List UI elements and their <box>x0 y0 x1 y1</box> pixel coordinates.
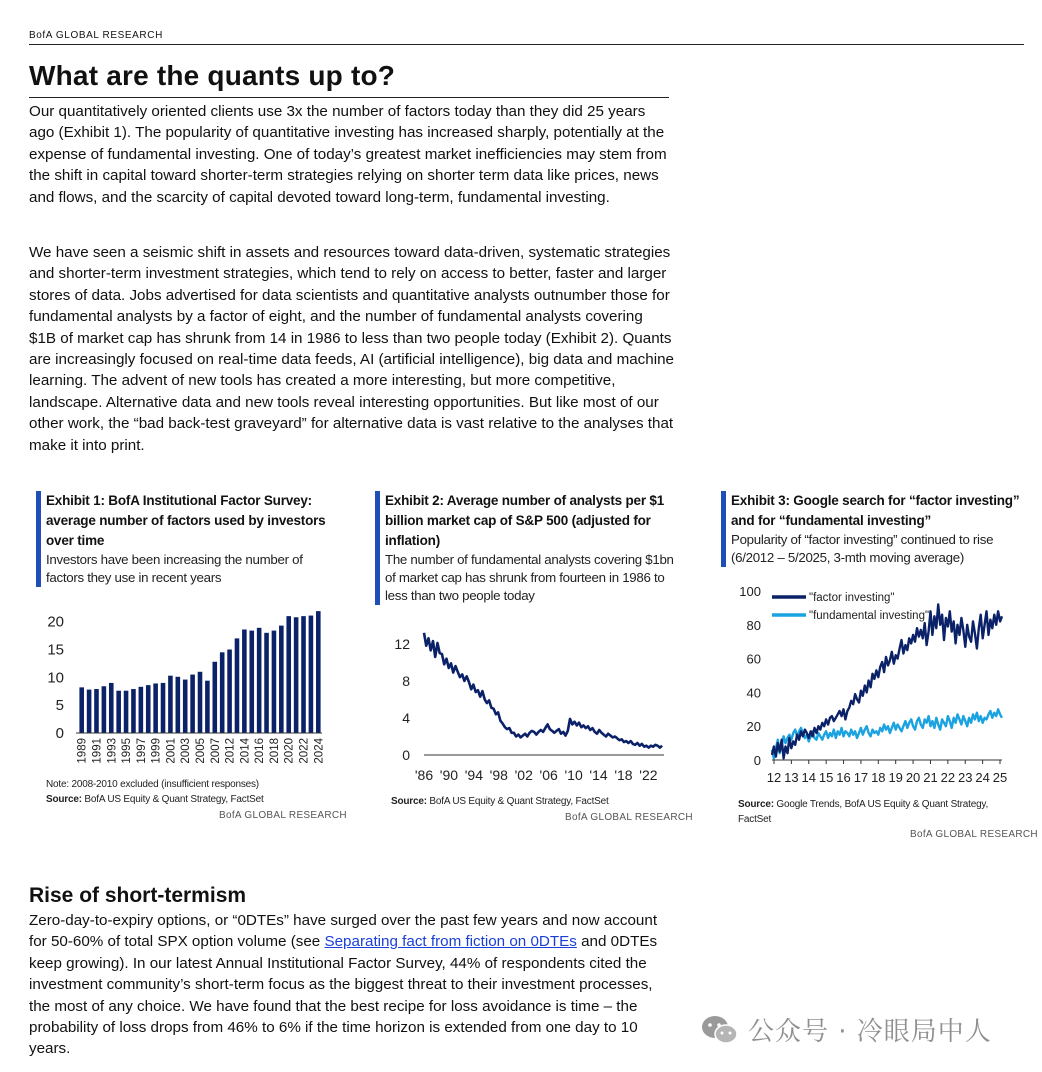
bar <box>279 626 284 733</box>
exhibit-1-bar-chart <box>36 600 336 780</box>
bar <box>294 617 299 733</box>
x-tick-label: 21 <box>923 770 938 785</box>
bar <box>87 690 92 733</box>
exhibit-1-source-label: Source: <box>46 794 82 805</box>
bar <box>109 683 114 733</box>
x-tick-label: 1991 <box>91 738 104 764</box>
y-tick-label: 8 <box>402 672 410 689</box>
x-tick-label: 14 <box>801 770 817 785</box>
bar <box>198 672 203 733</box>
exhibit-3-subtitle: Popularity of “factor investing” continued to rise (6/2012 – 5/2025, 3-mth moving average) <box>731 532 994 565</box>
exhibit-3-source <box>738 797 1018 827</box>
paragraph-3 <box>29 910 674 1060</box>
exhibit-2-line-chart <box>380 625 680 790</box>
x-tick-label: 25 <box>992 770 1008 785</box>
factor-investing-line <box>772 605 1002 759</box>
x-tick-label: 2005 <box>195 738 207 764</box>
wechat-icon <box>700 1014 738 1046</box>
bar <box>227 650 232 733</box>
x-tick-label: 2020 <box>283 738 296 764</box>
bar <box>79 687 84 733</box>
exhibit-2-brand: BofA GLOBAL RESEARCH <box>565 812 693 823</box>
x-tick-label: 12 <box>766 770 782 785</box>
paragraph-3-text-end: and 0DTEs keep growing). In our latest Annual Institutional Factor Survey, 44% of respondents cited the investment community’s short-term focus as the biggest threat to their investment processes, the most of any choice. We have found that the best recipe for loss avoidance is time – the probability of loss drops from 46% to 6% if the time horizon is extended from one day to 10 years. <box>29 933 658 1058</box>
bar <box>124 691 129 733</box>
x-tick-label: 1989 <box>76 738 89 764</box>
x-tick-label: 2007 <box>209 738 222 764</box>
bar <box>205 681 210 733</box>
exhibit-2-source-label: Source: <box>391 796 427 807</box>
bar <box>168 676 173 733</box>
watermark-text: 公众号 · 冷眼局中人 <box>748 1017 992 1047</box>
exhibit-2-title: Exhibit 2: Average number of analysts per $1 billion market cap of S&P 500 (adjusted for inflation) <box>385 493 665 548</box>
bar <box>102 686 107 733</box>
y-tick-label: 100 <box>739 584 761 599</box>
bar <box>94 689 99 733</box>
exhibit-1-header <box>36 491 336 587</box>
x-tick-label: 1999 <box>150 738 163 764</box>
bar <box>139 687 144 733</box>
y-tick-label: 4 <box>402 709 410 726</box>
x-tick-label: 16 <box>836 770 851 785</box>
exhibit-1-note: Note: 2008-2010 excluded (insufficient responses) <box>46 779 259 790</box>
x-tick-label: 20 <box>905 770 921 785</box>
bar <box>190 675 195 733</box>
exhibit-3-line-chart <box>730 582 1030 787</box>
bar <box>264 633 269 733</box>
bar <box>249 631 254 733</box>
bar <box>235 638 240 733</box>
x-tick-label: 1993 <box>106 738 119 764</box>
section-2-title: Rise of short-termism <box>29 884 247 907</box>
y-tick-label: 10 <box>47 669 64 687</box>
y-tick-label: 0 <box>55 725 64 742</box>
series-line <box>424 633 662 748</box>
bar <box>257 628 262 733</box>
paragraph-1: Our quantitatively oriented clients use 3x the number of factors today than they did 25 years ago (Exhibit 1). The popularity of quantitative investing has increased sharply, potentially at the expense of fundamental investing. One of today’s greatest market inefficiencies may stem from the shift in capital toward shorter-term strategies relying on shorter term data like prices, news and flows, and the scarcity of capital devoted toward long-term, fundamental investing. <box>29 103 667 206</box>
bar <box>161 683 166 733</box>
x-tick-label: '22 <box>639 767 658 783</box>
bar <box>183 680 188 733</box>
bar <box>176 677 181 733</box>
y-tick-label: 80 <box>746 617 761 633</box>
y-tick-label: 0 <box>402 747 410 763</box>
bar <box>316 611 321 733</box>
y-tick-label: 60 <box>746 651 761 667</box>
x-tick-label: '90 <box>439 767 459 783</box>
wechat-watermark <box>700 1011 992 1048</box>
bar <box>116 691 121 733</box>
x-tick-label: '94 <box>464 767 483 783</box>
exhibit-3-brand: BofA GLOBAL RESEARCH <box>910 829 1038 840</box>
x-tick-label: '18 <box>614 767 633 783</box>
x-tick-label: '14 <box>589 767 608 783</box>
0dte-report-link[interactable]: Separating fact from fiction on 0DTEs <box>324 933 577 951</box>
x-tick-label: 2018 <box>268 738 281 764</box>
brand-header-label: BofA GLOBAL RESEARCH <box>29 30 163 41</box>
exhibit-2-header <box>375 491 675 605</box>
x-tick-label: 2014 <box>239 738 252 764</box>
x-tick-label: 2012 <box>224 738 237 764</box>
exhibit-2-source <box>391 796 609 807</box>
x-tick-label: 2024 <box>313 738 326 764</box>
x-tick-label: '98 <box>489 767 508 783</box>
x-tick-label: 2016 <box>254 738 267 764</box>
x-tick-label: 23 <box>957 770 973 785</box>
x-tick-label: 1997 <box>135 738 148 764</box>
y-tick-label: 0 <box>753 753 761 768</box>
x-tick-label: 2001 <box>165 738 178 764</box>
x-tick-label: '10 <box>564 767 583 783</box>
exhibit-2-subtitle: The number of fundamental analysts covering $1bn of market cap has shrunk from fourteen in 1986 to less than two people today <box>385 552 674 603</box>
bar <box>212 662 217 733</box>
bar <box>131 689 136 733</box>
x-tick-label: 13 <box>784 770 799 785</box>
legend-label: "factor investing" <box>809 592 895 604</box>
bar <box>242 629 247 733</box>
x-tick-label: 24 <box>975 770 990 785</box>
x-tick-label: '06 <box>539 767 558 783</box>
x-tick-label: 2022 <box>298 738 311 764</box>
bar <box>309 616 314 733</box>
x-tick-label: '86 <box>414 767 434 783</box>
legend-label: "fundamental investing" <box>809 610 930 622</box>
exhibit-1-source-text: BofA US Equity & Quant Strategy, FactSet <box>81 794 264 805</box>
x-tick-label: '02 <box>514 767 533 783</box>
x-tick-label: 17 <box>853 770 869 785</box>
paragraph-2: We have seen a seismic shift in assets and resources toward data-driven, systematic strategies and shorter-term investment strategies, which tend to rely on access to better, faster and larger stores of data. Jobs advertised for data scientists and quantitative analysts outnumber those for fundamental analysts by a factor of eight, and the number of fundamental analysts covering $1B of market cap has shrunk from 14 in 1986 to less than two people today (Exhibit 2). Quants are increasingly focused on real-time data feeds, AI (artificial intelligence), big data and machine learning. The advent of new tools has created a more interesting, but more competitive, landscape. Alternative data and new tools reveal interesting opportunities. But like most of our other work, the “bad back-test graveyard” for alternative data is vast relative to the analyses that make it into print. <box>29 244 674 454</box>
paragraph-3-text-start: Zero-day-to-expiry options, or “0DTEs” have surged over the past few years and now account for 50-60% of total SPX option volume (see <box>29 912 658 951</box>
exhibit-1-title: Exhibit 1: BofA Institutional Factor Survey: average number of factors used by investors over time <box>46 493 326 548</box>
bar <box>153 683 158 733</box>
y-tick-label: 20 <box>47 613 64 631</box>
x-tick-label: 2003 <box>180 738 193 764</box>
y-tick-label: 15 <box>47 641 64 659</box>
x-tick-label: 22 <box>940 770 956 785</box>
bar <box>301 616 306 733</box>
exhibit-3-source-text: Google Trends, BofA US Equity & Quant Strategy, FactSet <box>738 799 989 825</box>
x-tick-label: 18 <box>871 770 886 785</box>
exhibit-1-source <box>46 794 264 805</box>
x-tick-label: 1995 <box>121 738 134 764</box>
title-divider <box>29 97 669 98</box>
x-tick-label: 19 <box>888 770 903 785</box>
exhibit-2-source-text: BofA US Equity & Quant Strategy, FactSet <box>426 796 609 807</box>
exhibit-1-subtitle: Investors have been increasing the number of factors they use in recent years <box>46 552 303 585</box>
exhibit-3-header <box>721 491 1026 567</box>
y-tick-label: 5 <box>55 697 64 715</box>
section-title: What are the quants up to? <box>29 60 396 91</box>
x-tick-label: 15 <box>818 770 834 785</box>
bar <box>286 616 291 733</box>
exhibit-3-source-label: Source: <box>738 799 774 810</box>
y-tick-label: 20 <box>746 719 761 735</box>
bar <box>146 685 151 733</box>
header-divider <box>29 44 1024 45</box>
exhibit-1-brand: BofA GLOBAL RESEARCH <box>219 810 347 821</box>
bar <box>220 652 225 733</box>
y-tick-label: 12 <box>394 635 410 652</box>
bar <box>272 631 277 733</box>
y-tick-label: 40 <box>746 685 761 701</box>
exhibit-3-title: Exhibit 3: Google search for “factor investing” and for “fundamental investing” <box>731 493 1020 528</box>
